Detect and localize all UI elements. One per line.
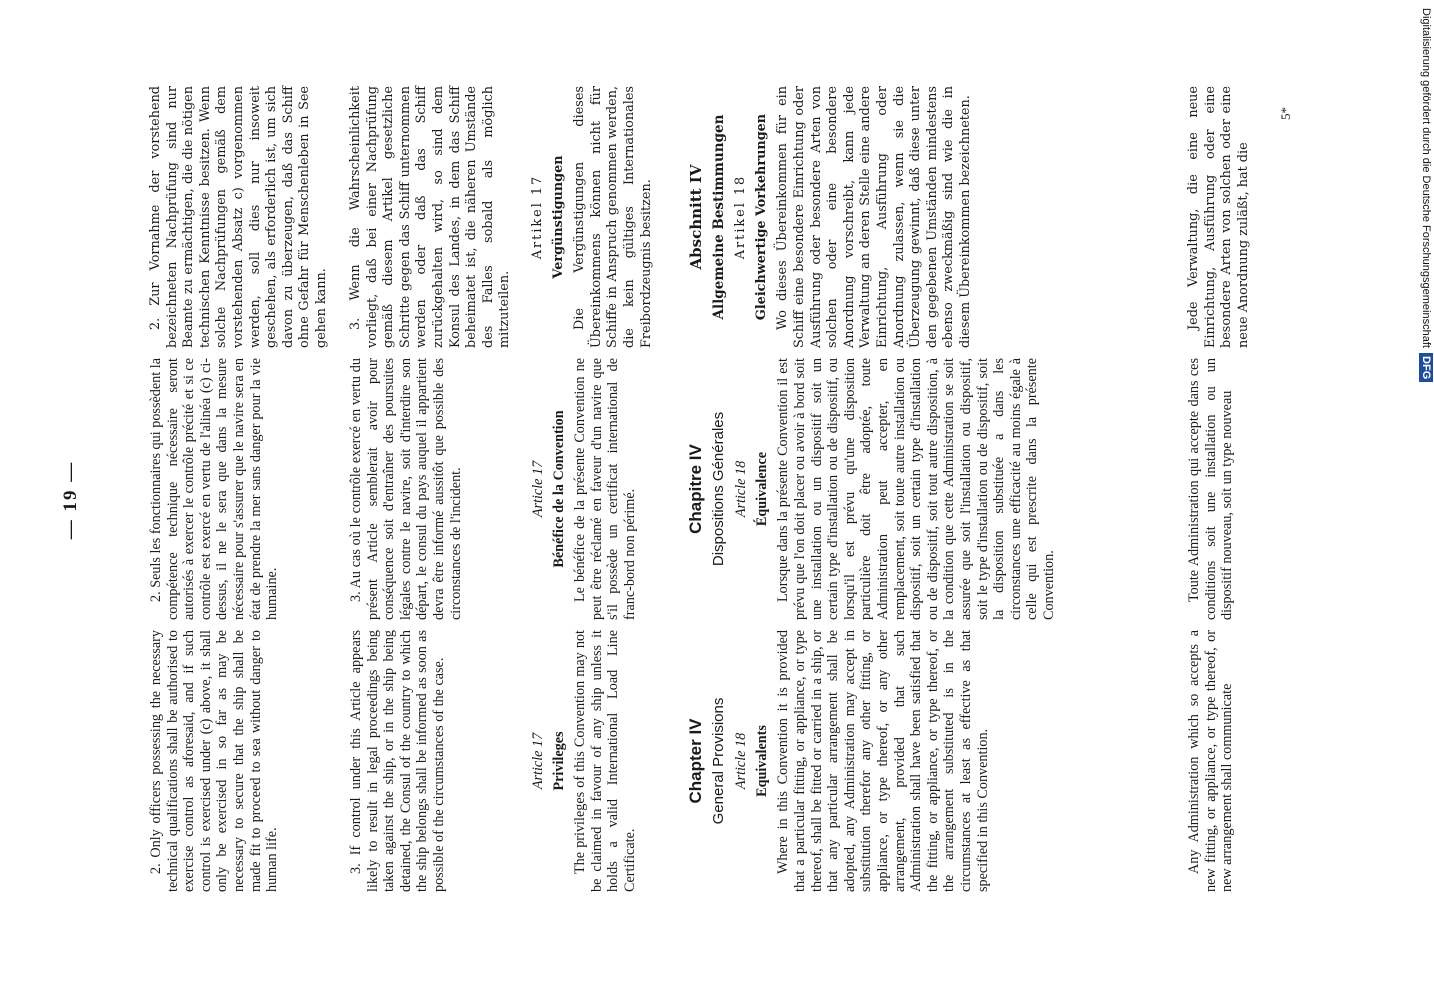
page-number: — 19 —	[60, 460, 81, 540]
en-art17-title: Privileges	[550, 731, 567, 791]
de-art18-title: Gleichwertige Vorkehrungen	[753, 113, 769, 321]
en-art16-p3: 3. If control under this Article appears likely to result in legal proceedings being taken against the ship, or in the ship being detained, the Consul of the country to which the ship belongs shall be informed as soon as possible of the circumstances of the case.	[348, 630, 447, 892]
de-chapter-heading: Abschnitt IV	[687, 164, 705, 270]
en-art16-p2: 2. Only officers possessing the necessary technical qualifications shall be authorised to exercise control as aforesaid, and if such control is exercised under (c) above, it shall only be exercised in so far as may be necessary to secure that the ship shall be made fit to proceed to sea without danger to human life.	[148, 630, 281, 892]
signature-mark: 5*	[1278, 107, 1293, 120]
en-art18-p2: Any Administration which so accepts a new fitting, or appliance, or type thereof, or new arrangement shall communicate	[1186, 630, 1236, 892]
fr-chapter-heading: Chapitre IV	[686, 444, 705, 534]
en-chapter-4	[688, 630, 991, 892]
en-art17-text: The privileges of this Convention may not be claimed in favour of any ship unless it holds a valid International Load Line Certificate.	[572, 630, 638, 892]
fr-art18-p2: Toute Administration qui accepte dans ces conditions soit une installation ou un dispositif nouveau, soit un type nouveau	[1186, 358, 1236, 620]
de-art18-p2: Jede Verwaltung, die eine neue Einrichtung, Ausführung oder eine besondere Arten von solchen oder eine neue Anordnung zuläßt, hat die	[1186, 86, 1251, 348]
fr-art17-heading: Article 17	[530, 460, 546, 518]
fr-art16-p3: 3. Au cas où le contrôle exercé en vertu du présent Article semblerait avoir pour conséquence soit d'entraîner des poursuites légales contre le navire, soit d'interdire son départ, le consul du pays auquel il appartient devra être informé aussitôt que possible des circonstances de l'incident.	[348, 358, 464, 620]
de-art16-p3: 3. Wenn die Wahrscheinlichkeit vorliegt, daß bei einer Nachprüfung gemäß diesem Artikel gesetzliche Schritte gegen das Schiff unternommen werden oder daß das Schiff zurückgehalten wird, so sind dem Konsul des Landes, in dem das Schiff beheimatet ist, die näheren Umstände des Falles sobald als möglich mitzuteilen.	[348, 86, 513, 348]
fr-art16-p2: 2. Seuls les fonctionnaires qui possèdent la compétence technique nécessaire seront autorisés à exercer le contrôle précité et si ce contrôle est exercé en vertu de l'alinéa (c) ci-dessus, il ne le sera que dans la mesure nécessaire pour s'assurer que le navire sera en état de prendre la mer sans danger pour la vie humaine.	[148, 358, 281, 620]
en-article-17	[530, 630, 639, 892]
fr-art18-heading: Article 18	[733, 460, 750, 518]
de-chapter-title: Allgemeine Bestimmungen	[710, 114, 727, 320]
de-art18-text: Wo dieses Übereinkommen für ein Schiff eine besondere Einrichtung oder Ausführung oder besondere Arten von solchen oder eine besondere Anordnung vorschreibt, kann jede Verwaltung an deren Stelle eine andere Einrichtung, Ausführung oder Anordnung zulassen, wenn sie die Überzeugung gewinnt, daß diese unter den gegebenen Umständen mindestens ebenso zweckmäßig sind wie die in diesem Übereinkommen bezeichneten.	[775, 86, 973, 348]
fr-art18-title: Équivalence	[753, 451, 770, 527]
en-art18-text: Where in this Convention it is provided that a particular fitting, or appliance, or type thereof, shall be fitted or carried in a ship, or that any particular arrangement shall be adopted, any Administration may accept in substitution therefor any other fitting, or appliance, or type thereof, or any other arrangement, provided that such Administration shall have been satisfied that the fitting, or appliance, or type thereof, or the arrangement substituted is in the circumstances at least as effective as that specified in this Convention.	[775, 630, 991, 892]
en-art18-heading: Article 18	[733, 732, 750, 790]
en-art17-heading: Article 17	[530, 732, 546, 790]
de-art17-title: Vergünstigungen	[550, 155, 566, 279]
en-chapter-heading: Chapter IV	[686, 718, 705, 804]
de-art17-text: Die Vergünstigungen dieses Übereinkommens können nicht für Schiffe in Anspruch genommen werden, die kein gültiges Internationales Freibordzeugnis besitzen.	[572, 86, 654, 348]
fr-chapter-title: Dispositions Générales	[709, 411, 727, 567]
fr-art17-title: Bénéfice de la Convention	[550, 410, 567, 568]
fr-chapter-4	[688, 358, 1057, 620]
en-art18-title: Equivalents	[753, 725, 770, 797]
dfg-logo: DFG	[1419, 353, 1433, 382]
en-chapter-title: General Provisions	[709, 697, 727, 825]
de-art17-heading: Artikel 17	[530, 174, 545, 260]
digitization-credit	[1418, 8, 1434, 398]
de-art16-p2: 2. Zur Vornahme der vorstehend bezeichneten Nachprüfung sind nur Beamte zu ermächtigen, die die nötigen technischen Kenntnisse besitzen. Wenn solche Nachprüfungen gemäß dem vorstehenden Absatz c) vorgenommen werden, soll dies nur insoweit geschehen, als erforderlich ist, um sich davon zu überzeugen, daß das Schiff ohne Gefahr für Menschenleben in See gehen kann.	[148, 86, 329, 348]
de-chapter-4	[688, 86, 975, 348]
fr-art17-text: Le bénéfice de la présente Convention ne peut être réclamé en faveur d'un navire que s'il possède un certificat international de franc-bord non périmé.	[572, 358, 638, 620]
de-article-17	[530, 86, 655, 348]
fr-article-17	[530, 358, 639, 620]
de-art18-heading: Artikel 18	[733, 174, 749, 260]
fr-art18-text: Lorsque dans la présente Convention il est prévu que l'on doit placer ou avoir à bord soit une installation ou un dispositif soit un certain type d'installation ou de dispositif, ou lorsqu'il est prévu qu'une disposition particulière doit être adoptée, toute Administration peut accepter, en remplacement, soit toute autre installation ou dispositif, soit un certain type d'installation ou de dispositif, soit tout autre disposition, à la condition que cette Administration se soit assurée que soit l'installation ou dispositif, soit le type d'installation ou de dispositif, soit la disposition substituée a dans les circonstances une efficacité au moins égale à celle qui est prescrite dans la présente Convention.	[775, 358, 1057, 620]
credit-text: Digitalisierung gefördert durch die Deutsche Forschungsgemeinschaft	[1420, 8, 1432, 348]
